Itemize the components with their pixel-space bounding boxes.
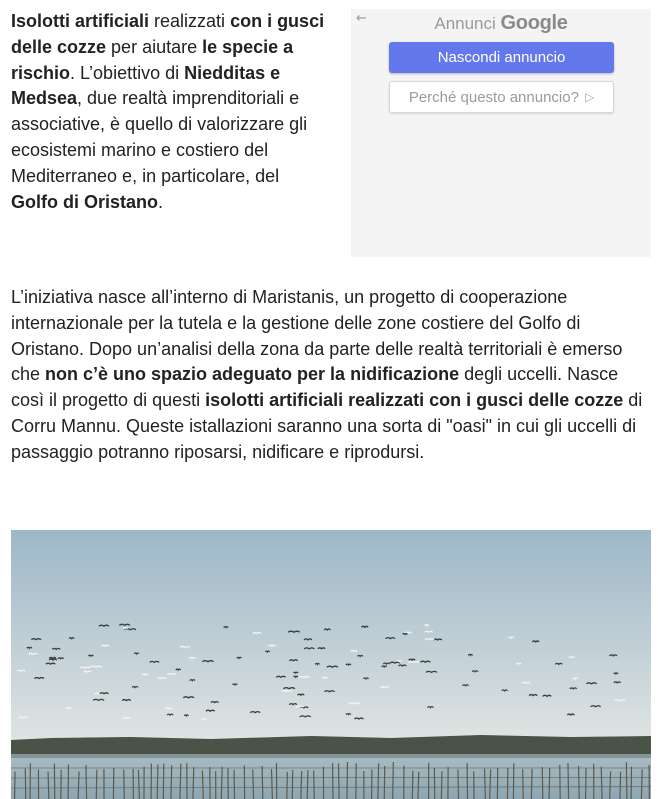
bird	[382, 666, 387, 667]
bold-text: le specie a rischio	[11, 36, 294, 83]
bird	[167, 714, 173, 715]
bird	[468, 654, 472, 655]
bird	[427, 707, 433, 708]
post	[412, 771, 413, 799]
bird	[532, 641, 539, 642]
post	[193, 767, 194, 799]
why-this-ad-button[interactable]	[389, 81, 614, 113]
text-run: per aiutare	[106, 36, 203, 57]
bird	[142, 674, 149, 675]
bird	[190, 680, 195, 681]
post	[378, 763, 379, 799]
bird	[69, 638, 74, 639]
bird	[399, 665, 407, 666]
bird	[522, 682, 530, 683]
bird	[516, 663, 521, 664]
bird	[123, 718, 131, 719]
post	[314, 770, 315, 799]
bird	[189, 658, 196, 659]
bird	[433, 639, 441, 640]
bird	[49, 657, 56, 658]
post	[549, 768, 550, 799]
bird	[315, 663, 319, 664]
bird	[346, 664, 351, 665]
bird	[614, 682, 621, 683]
post	[641, 770, 642, 799]
bird	[609, 655, 617, 656]
post	[542, 767, 543, 799]
text-run: L’iniziativa nasce all’interno di Maristanis, un progetto di cooperazione internazionale per la tutela e la gestione delle zone costiere del Golfo di Oristano. Dopo un’analisi della zona da parte delle realtà territoriali è emerso che	[11, 287, 623, 385]
bold-text: isolotti artificiali realizzati con i gusci delle cozze	[205, 390, 624, 411]
bird	[167, 674, 176, 675]
post	[568, 763, 569, 799]
bird	[363, 678, 368, 679]
bird	[409, 659, 415, 660]
text-run: di Corru Mannu. Queste istallazioni saranno una sorta di "oasi" in cui gli uccelli di passaggio potranno riposarsi, nidificare e riprodursi.	[11, 390, 643, 462]
post	[171, 765, 172, 799]
bird	[211, 702, 219, 703]
post	[157, 764, 158, 799]
bird	[425, 625, 429, 626]
bold-text: non c’è uno spazio adeguato per la nidificazione	[45, 364, 460, 385]
bird	[502, 690, 508, 691]
bird	[323, 677, 328, 678]
post	[418, 772, 419, 799]
ad-header	[351, 11, 651, 36]
bird	[176, 669, 181, 670]
ad-panel	[351, 9, 651, 257]
bold-text: Golfo di Oristano	[11, 191, 158, 212]
bold-text: Isolotti artificiali	[11, 11, 150, 31]
bird	[289, 660, 297, 661]
bird	[381, 687, 389, 688]
text-run: realizzati	[149, 11, 231, 31]
post	[441, 771, 442, 799]
bird	[346, 714, 351, 715]
bird	[350, 651, 357, 652]
bird	[397, 661, 402, 662]
text-run: degli uccelli. Nasce così il progetto di questi	[11, 364, 619, 411]
bird	[52, 648, 60, 649]
bird	[237, 657, 242, 658]
post	[96, 770, 97, 799]
article-photo	[11, 530, 651, 799]
bird	[224, 627, 228, 628]
bird	[268, 645, 275, 646]
bird	[543, 695, 552, 696]
body-paragraph	[11, 285, 651, 466]
bold-text: con i gusci delle cozze	[11, 11, 325, 57]
post	[523, 769, 524, 799]
bird	[233, 684, 238, 685]
bird	[102, 645, 110, 646]
bird	[266, 651, 270, 652]
post	[458, 770, 459, 799]
post	[579, 766, 580, 799]
bird	[569, 657, 575, 658]
post	[86, 765, 87, 799]
bold-text: Niedditas e Medsea	[11, 62, 281, 109]
ad-label: Annunci	[434, 14, 496, 33]
back-arrow-icon[interactable]: ←	[356, 11, 367, 26]
bird	[383, 663, 389, 664]
bird	[27, 647, 32, 648]
bird	[472, 671, 478, 672]
bird	[570, 688, 577, 689]
bird	[555, 663, 562, 664]
bird	[508, 637, 513, 638]
bird	[304, 639, 312, 640]
bird	[184, 715, 188, 716]
bird	[165, 708, 173, 709]
bird	[462, 685, 468, 686]
bird	[67, 708, 72, 709]
post	[301, 771, 302, 799]
post	[262, 766, 263, 799]
bird	[404, 632, 411, 633]
post	[307, 770, 308, 799]
text-run: .	[158, 191, 164, 212]
bird	[123, 628, 128, 629]
bird	[614, 673, 618, 674]
bird	[529, 695, 537, 696]
bird	[132, 686, 138, 687]
bird	[294, 676, 298, 677]
bird	[324, 629, 330, 630]
text-run: . L’obiettivo di	[70, 62, 185, 83]
bird	[293, 672, 298, 673]
post	[253, 770, 254, 799]
far-shore	[11, 735, 651, 756]
post	[124, 770, 125, 799]
post	[347, 762, 348, 799]
hide-ad-button[interactable]: Nascondi annuncio	[389, 42, 614, 73]
why-this-ad-label: Perché questo annuncio?	[408, 88, 579, 106]
bird	[358, 655, 363, 656]
post	[620, 772, 621, 799]
post	[531, 769, 532, 799]
bird	[573, 678, 578, 679]
bird	[202, 719, 206, 720]
lagoon-birds-image	[11, 530, 651, 799]
bird	[318, 648, 325, 649]
bird	[122, 700, 131, 701]
bird	[17, 670, 25, 671]
google-logo: Google	[500, 12, 568, 34]
bird	[88, 655, 93, 656]
intro-paragraph	[11, 9, 331, 215]
bird	[403, 633, 408, 634]
post	[338, 763, 339, 799]
bird	[253, 633, 261, 634]
bird	[425, 631, 433, 632]
adchoices-icon: ▷	[584, 90, 595, 104]
post	[48, 772, 49, 799]
bird	[567, 714, 574, 715]
bird	[289, 704, 297, 705]
text-run: , due realtà imprenditoriali e associative, è quello di valorizzare gli ecosistemi marino e costiero del Mediterraneo e, in particolare, del	[11, 88, 308, 186]
bird	[58, 658, 64, 659]
bird	[296, 706, 304, 707]
bird	[298, 694, 305, 695]
bird	[84, 671, 91, 672]
bird	[362, 626, 369, 627]
bird	[49, 659, 57, 660]
bird	[134, 653, 138, 654]
